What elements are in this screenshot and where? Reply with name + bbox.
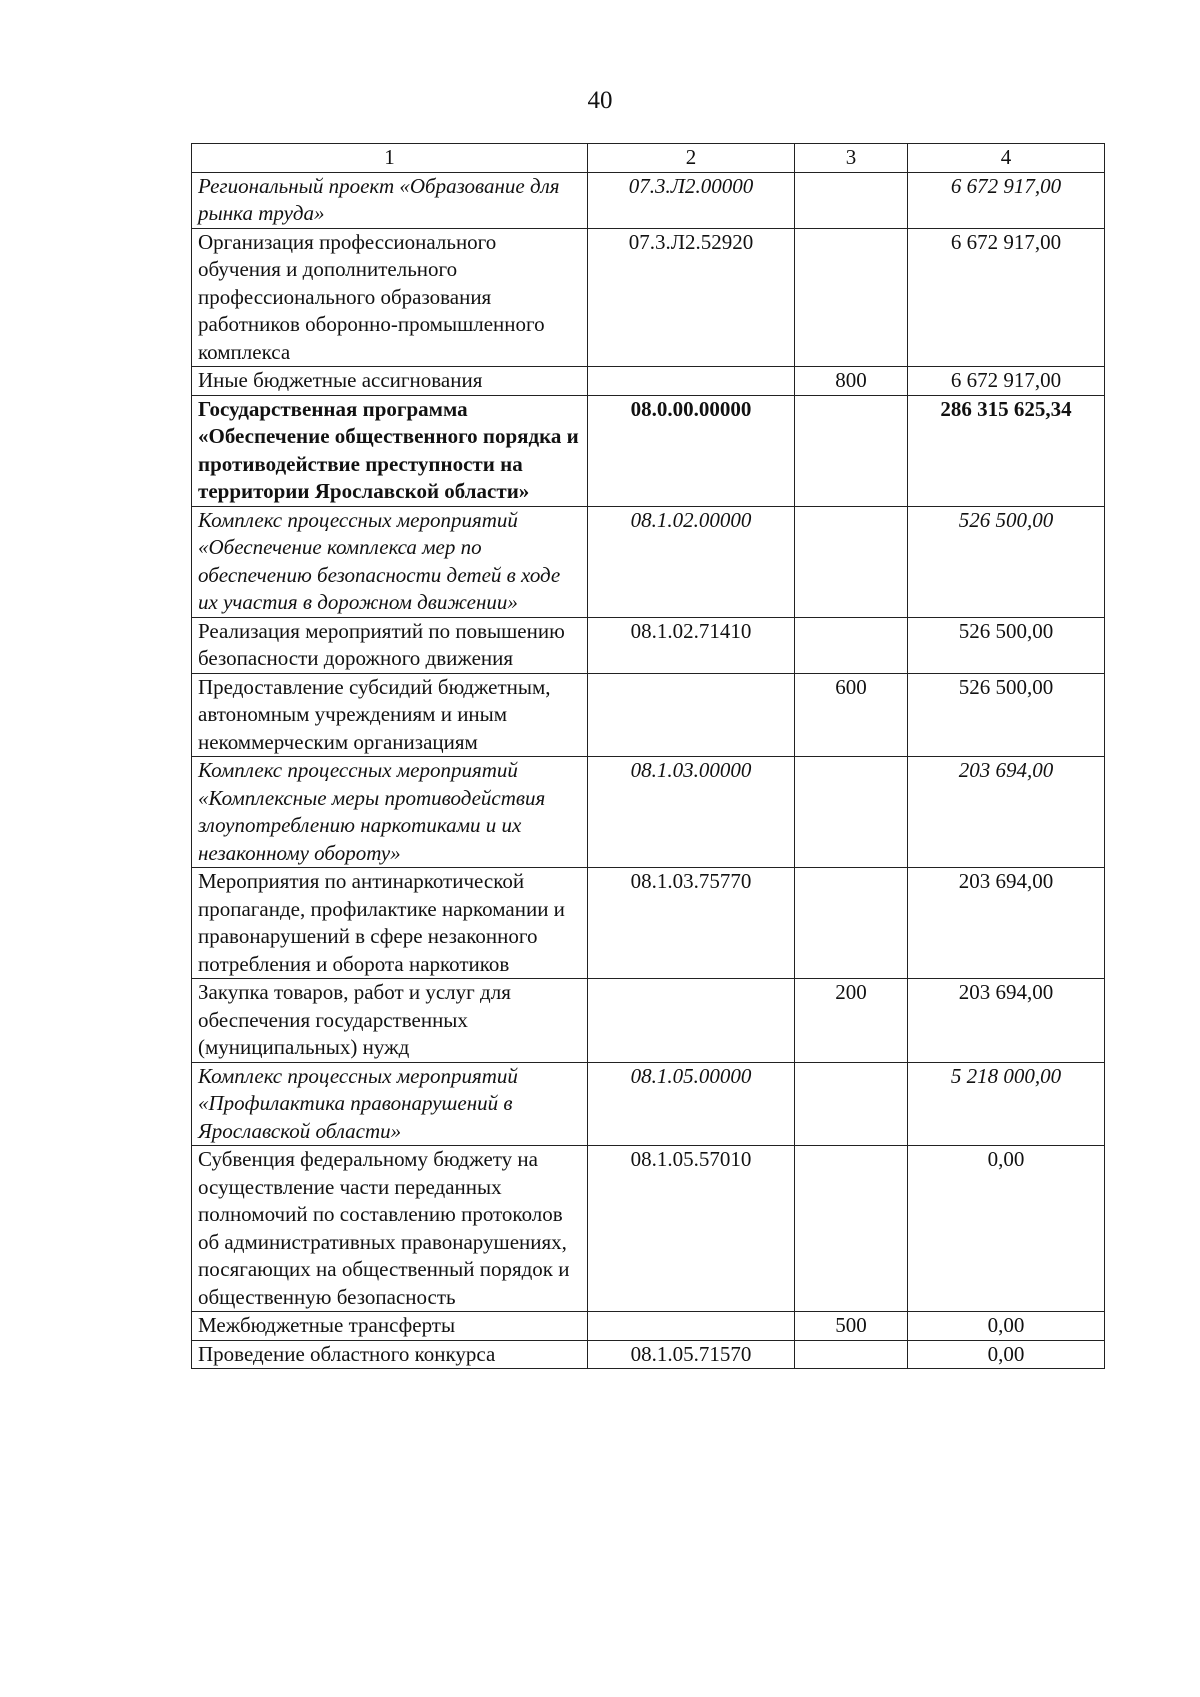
table-row	[192, 506, 1105, 617]
row-type-cell	[795, 868, 908, 979]
table-row	[192, 617, 1105, 673]
row-sum-cell: 203 694,00	[908, 757, 1105, 868]
row-name-cell: Комплекс процессных мероприятий «Профилактика правонарушений в Ярославской области»	[192, 1062, 588, 1146]
row-name-cell: Межбюджетные трансферты	[192, 1312, 588, 1341]
row-sum-cell: 203 694,00	[908, 868, 1105, 979]
row-name-cell: Проведение областного конкурса	[192, 1340, 588, 1369]
row-sum-cell: 6 672 917,00	[908, 228, 1105, 367]
row-name-cell: Государственная программа «Обеспечение общественного порядка и противодействие преступности на территории Ярославской области»	[192, 395, 588, 506]
table-row	[192, 979, 1105, 1063]
row-type-cell	[795, 1062, 908, 1146]
row-code-cell	[588, 979, 795, 1063]
row-sum-cell: 286 315 625,34	[908, 395, 1105, 506]
header-cell-2: 2	[588, 144, 795, 173]
row-type-cell	[795, 617, 908, 673]
row-code-cell	[588, 367, 795, 396]
table-row	[192, 367, 1105, 396]
row-name-cell: Комплекс процессных мероприятий «Обеспечение комплекса мер по обеспечению безопасности детей в ходе их участия в дорожном движении»	[192, 506, 588, 617]
row-type-cell	[795, 172, 908, 228]
row-type-cell	[795, 757, 908, 868]
row-code-cell: 08.1.03.00000	[588, 757, 795, 868]
header-cell-1: 1	[192, 144, 588, 173]
row-code-cell: 08.1.02.71410	[588, 617, 795, 673]
row-name-cell: Реализация мероприятий по повышению безопасности дорожного движения	[192, 617, 588, 673]
row-sum-cell: 0,00	[908, 1312, 1105, 1341]
row-type-cell	[795, 506, 908, 617]
table-row	[192, 1340, 1105, 1369]
row-name-cell: Предоставление субсидий бюджетным, автономным учреждениям и иным некоммерческим организациям	[192, 673, 588, 757]
row-code-cell: 07.3.Л2.00000	[588, 172, 795, 228]
row-code-cell: 08.1.02.00000	[588, 506, 795, 617]
page-number: 40	[587, 87, 613, 114]
row-type-cell	[795, 228, 908, 367]
row-code-cell: 08.1.05.00000	[588, 1062, 795, 1146]
row-type-cell: 200	[795, 979, 908, 1063]
table-row	[192, 1146, 1105, 1312]
row-name-cell: Мероприятия по антинаркотической пропаганде, профилактике наркомании и правонарушений в сфере незаконного потребления и оборота наркотиков	[192, 868, 588, 979]
row-sum-cell: 526 500,00	[908, 506, 1105, 617]
table-row	[192, 673, 1105, 757]
row-name-cell: Региональный проект «Образование для рынка труда»	[192, 172, 588, 228]
table-row	[192, 172, 1105, 228]
row-type-cell	[795, 1146, 908, 1312]
row-type-cell: 800	[795, 367, 908, 396]
budget-table	[191, 143, 1105, 1369]
row-sum-cell: 526 500,00	[908, 617, 1105, 673]
row-type-cell	[795, 1340, 908, 1369]
table-row	[192, 757, 1105, 868]
row-sum-cell: 203 694,00	[908, 979, 1105, 1063]
row-sum-cell: 6 672 917,00	[908, 367, 1105, 396]
row-name-cell: Закупка товаров, работ и услуг для обеспечения государственных (муниципальных) нужд	[192, 979, 588, 1063]
row-code-cell	[588, 673, 795, 757]
row-code-cell: 08.1.05.57010	[588, 1146, 795, 1312]
row-code-cell: 08.0.00.00000	[588, 395, 795, 506]
row-code-cell: 08.1.05.71570	[588, 1340, 795, 1369]
row-sum-cell: 5 218 000,00	[908, 1062, 1105, 1146]
table-row	[192, 228, 1105, 367]
row-sum-cell: 0,00	[908, 1146, 1105, 1312]
table-header-row	[192, 144, 1105, 173]
table-row	[192, 1312, 1105, 1341]
row-type-cell	[795, 395, 908, 506]
row-type-cell: 500	[795, 1312, 908, 1341]
header-cell-4: 4	[908, 144, 1105, 173]
row-name-cell: Организация профессионального обучения и дополнительного профессионального образования работников оборонно-промышленного комплекса	[192, 228, 588, 367]
row-type-cell: 600	[795, 673, 908, 757]
header-cell-3: 3	[795, 144, 908, 173]
table-row	[192, 868, 1105, 979]
row-name-cell: Комплекс процессных мероприятий «Комплексные меры противодействия злоупотреблению наркотиками и их незаконному обороту»	[192, 757, 588, 868]
table-row	[192, 1062, 1105, 1146]
row-name-cell: Субвенция федеральному бюджету на осуществление части переданных полномочий по составлению протоколов об административных правонарушениях, посягающих на общественный порядок и общественную безопасность	[192, 1146, 588, 1312]
row-sum-cell: 0,00	[908, 1340, 1105, 1369]
table-row	[192, 395, 1105, 506]
row-code-cell	[588, 1312, 795, 1341]
row-sum-cell: 526 500,00	[908, 673, 1105, 757]
row-sum-cell: 6 672 917,00	[908, 172, 1105, 228]
row-code-cell: 07.3.Л2.52920	[588, 228, 795, 367]
row-name-cell: Иные бюджетные ассигнования	[192, 367, 588, 396]
row-code-cell: 08.1.03.75770	[588, 868, 795, 979]
